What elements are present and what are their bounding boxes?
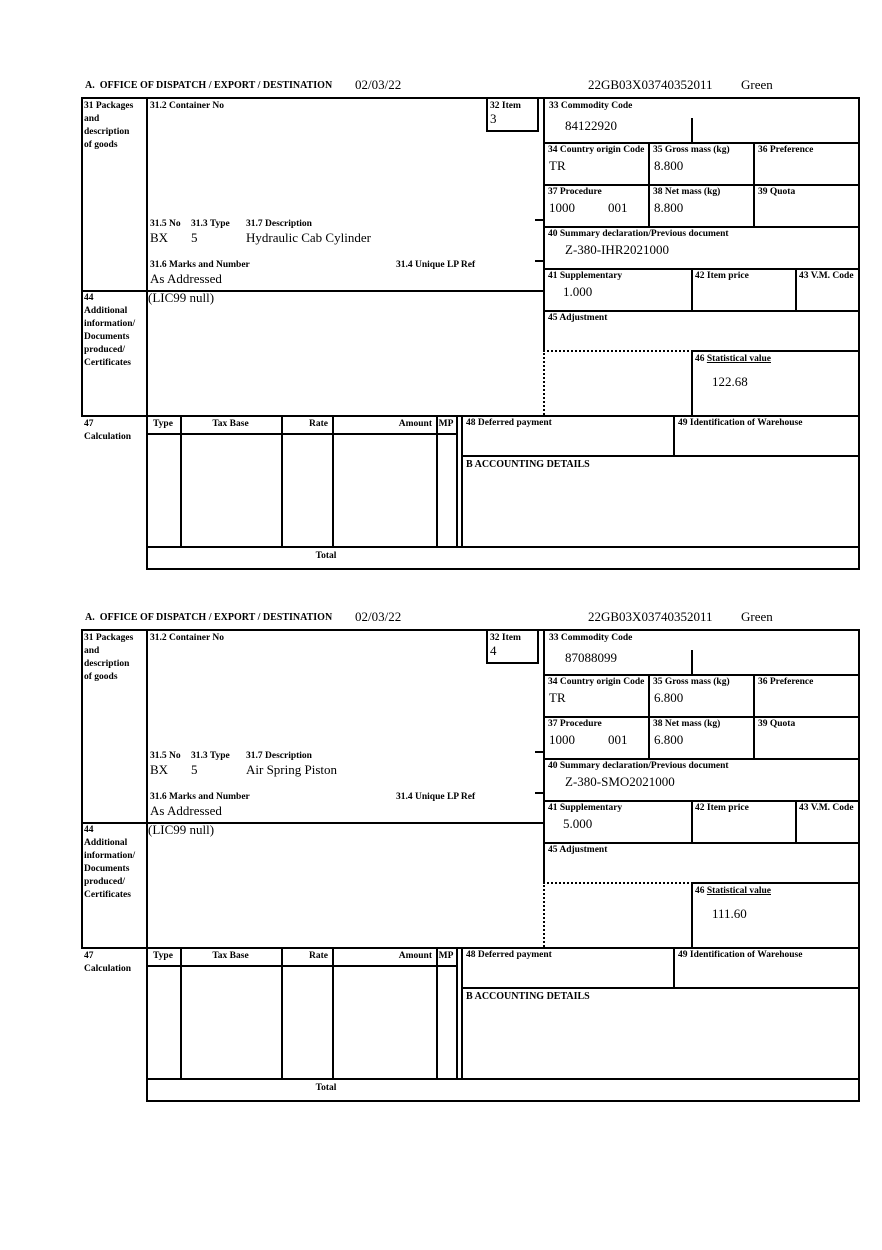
grid-line: [858, 97, 860, 570]
grid-line: [543, 758, 860, 760]
item-price-label: 42 Item price: [695, 271, 749, 281]
previous-document: Z-380-IHR2021000: [565, 242, 669, 257]
warehouse-id-label: 49 Identification of Warehouse: [678, 950, 803, 960]
package-no: BX: [150, 230, 169, 245]
supplementary-units: 1.000: [563, 284, 593, 299]
grid-line: [81, 947, 860, 949]
procedure-code-2: 001: [608, 732, 628, 747]
declaration-item-block: [0, 609, 882, 1107]
package-no-label: 31.5 No: [150, 219, 181, 229]
vm-code-label: 43 V.M. Code: [799, 803, 854, 813]
previous-document: Z-380-SMO2021000: [565, 774, 675, 789]
net-mass-label: 38 Net mass (kg): [653, 187, 721, 197]
country-origin-label: 34 Country origin Code: [548, 677, 645, 687]
country-origin-code: TR: [549, 690, 566, 705]
warehouse-id-label: 49 Identification of Warehouse: [678, 418, 803, 428]
goods-description-label: 31.7 Description: [246, 219, 312, 229]
preference-label: 36 Preference: [758, 145, 814, 155]
packages-description-label: 31 Packages and description of goods: [84, 633, 134, 682]
grid-line: [543, 629, 545, 882]
statistical-value: 111.60: [712, 906, 747, 921]
statistical-value-label: 46 Statistical value: [695, 886, 771, 896]
additional-information: (LIC99 null): [148, 822, 215, 837]
grid-line: [535, 751, 545, 753]
unique-lp-ref-label: 31.4 Unique LP Ref: [396, 792, 476, 802]
grid-line: [146, 629, 148, 1102]
grid-line: [691, 350, 860, 352]
packages-description-label: 31 Packages and description of goods: [84, 101, 134, 150]
mrn-reference: 22GB03X03740352011: [588, 609, 713, 624]
marks-and-number: As Addressed: [150, 271, 222, 286]
package-type: 5: [191, 762, 198, 777]
grid-line: [543, 882, 693, 884]
item-price-label: 42 Item price: [695, 803, 749, 813]
grid-line: [146, 568, 860, 570]
grid-line: [535, 219, 545, 221]
package-no-label: 31.5 No: [150, 751, 181, 761]
grid-line: [673, 947, 675, 989]
grid-line: [81, 97, 860, 99]
supplementary-units: 5.000: [563, 816, 593, 831]
grid-line: [461, 455, 860, 457]
grid-line: [543, 350, 693, 352]
grid-line: [691, 882, 860, 884]
grid-line: [146, 1078, 860, 1080]
grid-line: [543, 268, 860, 270]
additional-information: (LIC99 null): [148, 290, 215, 305]
calc-mp-header: MP: [438, 951, 454, 961]
container-no-label: 31.2 Container No: [150, 101, 224, 111]
grid-line: [146, 1100, 860, 1102]
declaration-item-block: [0, 77, 882, 575]
country-origin-code: TR: [549, 158, 566, 173]
grid-line: [543, 882, 545, 947]
grid-line: [81, 415, 860, 417]
goods-description-label: 31.7 Description: [246, 751, 312, 761]
grid-line: [81, 97, 83, 415]
grid-line: [146, 546, 860, 548]
commodity-code: 87088099: [565, 650, 617, 665]
country-origin-label: 34 Country origin Code: [548, 145, 645, 155]
supplementary-label: 41 Supplementary: [548, 271, 623, 281]
marks-number-label: 31.6 Marks and Number: [150, 792, 250, 802]
grid-line: [543, 184, 860, 186]
statistical-value-label: 46 Statistical value: [695, 354, 771, 364]
grid-line: [543, 842, 860, 844]
office-of-dispatch-label: A. OFFICE OF DISPATCH / EXPORT / DESTINATION: [85, 80, 333, 91]
calc-type-header: Type: [153, 419, 173, 429]
grid-line: [461, 987, 860, 989]
additional-info-label: 44 Additional information/ Documents produced/ Certificates: [84, 825, 136, 900]
grid-line: [543, 674, 860, 676]
preference-label: 36 Preference: [758, 677, 814, 687]
grid-line: [691, 350, 693, 415]
package-type: 5: [191, 230, 198, 245]
gross-mass: 6.800: [654, 690, 684, 705]
grid-line: [543, 350, 545, 415]
procedure-label: 37 Procedure: [548, 719, 602, 729]
gross-mass: 8.800: [654, 158, 684, 173]
grid-line: [81, 629, 860, 631]
commodity-code-label: 33 Commodity Code: [549, 101, 633, 111]
procedure-label: 37 Procedure: [548, 187, 602, 197]
grid-line: [543, 226, 860, 228]
previous-document-label: 40 Summary declaration/Previous document: [548, 229, 729, 239]
grid-line: [753, 142, 755, 226]
marks-number-label: 31.6 Marks and Number: [150, 260, 250, 270]
marks-and-number: As Addressed: [150, 803, 222, 818]
calc-tax-base-header: Tax Base: [212, 419, 249, 429]
total-label: Total: [315, 551, 337, 561]
item-number: 3: [490, 111, 497, 126]
grid-line: [753, 674, 755, 758]
grid-line: [691, 268, 693, 310]
office-of-dispatch-label: A. OFFICE OF DISPATCH / EXPORT / DESTINATION: [85, 612, 333, 623]
supplementary-label: 41 Supplementary: [548, 803, 623, 813]
calc-amount-header: Amount: [398, 419, 432, 429]
grid-line: [543, 800, 860, 802]
commodity-code-label: 33 Commodity Code: [549, 633, 633, 643]
calc-tax-base-header: Tax Base: [212, 951, 249, 961]
goods-description: Hydraulic Cab Cylinder: [246, 230, 371, 245]
deferred-payment-label: 48 Deferred payment: [466, 418, 552, 428]
gross-mass-label: 35 Gross mass (kg): [653, 677, 730, 687]
item-number-label: 32 Item: [490, 633, 521, 643]
grid-line: [461, 415, 463, 546]
accounting-details-label: B ACCOUNTING DETAILS: [466, 991, 590, 1002]
grid-line: [691, 800, 693, 842]
procedure-code: 1000: [549, 200, 575, 215]
net-mass-label: 38 Net mass (kg): [653, 719, 721, 729]
grid-line: [535, 792, 545, 794]
net-mass: 8.800: [654, 200, 684, 215]
grid-line: [81, 629, 83, 947]
grid-line: [795, 268, 797, 310]
grid-line: [146, 97, 148, 570]
declaration-date: 02/03/22: [355, 77, 402, 92]
routing-status: Green: [741, 609, 773, 624]
previous-document-label: 40 Summary declaration/Previous document: [548, 761, 729, 771]
calc-mp-header: MP: [438, 419, 454, 429]
quota-label: 39 Quota: [758, 187, 796, 197]
adjustment-label: 45 Adjustment: [548, 845, 608, 855]
grid-line: [673, 415, 675, 457]
declaration-date: 02/03/22: [355, 609, 402, 624]
commodity-code: 84122920: [565, 118, 617, 133]
calc-type-header: Type: [153, 951, 173, 961]
grid-line: [543, 310, 860, 312]
grid-line: [691, 118, 693, 142]
grid-line: [146, 965, 458, 967]
routing-status: Green: [741, 77, 773, 92]
adjustment-label: 45 Adjustment: [548, 313, 608, 323]
grid-line: [648, 142, 650, 226]
item-number: 4: [490, 643, 497, 658]
procedure-code-2: 001: [608, 200, 628, 215]
calc-amount-header: Amount: [398, 951, 432, 961]
container-no-label: 31.2 Container No: [150, 633, 224, 643]
additional-info-label: 44 Additional information/ Documents produced/ Certificates: [84, 293, 136, 368]
gross-mass-label: 35 Gross mass (kg): [653, 145, 730, 155]
grid-line: [543, 97, 545, 350]
unique-lp-ref-label: 31.4 Unique LP Ref: [396, 260, 476, 270]
grid-line: [648, 674, 650, 758]
calc-rate-header: Rate: [309, 951, 328, 961]
grid-line: [858, 629, 860, 1102]
goods-description: Air Spring Piston: [246, 762, 338, 777]
mrn-reference: 22GB03X03740352011: [588, 77, 713, 92]
package-type-label: 31.3 Type: [191, 219, 230, 229]
deferred-payment-label: 48 Deferred payment: [466, 950, 552, 960]
statistical-value: 122.68: [712, 374, 748, 389]
procedure-code: 1000: [549, 732, 575, 747]
grid-line: [691, 650, 693, 674]
calculation-label: 47 Calculation: [84, 419, 131, 442]
grid-line: [146, 433, 458, 435]
grid-line: [795, 800, 797, 842]
accounting-details-label: B ACCOUNTING DETAILS: [466, 459, 590, 470]
grid-line: [691, 882, 693, 947]
calculation-label: 47 Calculation: [84, 951, 131, 974]
grid-line: [543, 142, 860, 144]
grid-line: [461, 947, 463, 1078]
calc-rate-header: Rate: [309, 419, 328, 429]
total-label: Total: [315, 1083, 337, 1093]
item-number-label: 32 Item: [490, 101, 521, 111]
package-no: BX: [150, 762, 169, 777]
package-type-label: 31.3 Type: [191, 751, 230, 761]
quota-label: 39 Quota: [758, 719, 796, 729]
net-mass: 6.800: [654, 732, 684, 747]
grid-line: [543, 716, 860, 718]
grid-line: [535, 260, 545, 262]
vm-code-label: 43 V.M. Code: [799, 271, 854, 281]
